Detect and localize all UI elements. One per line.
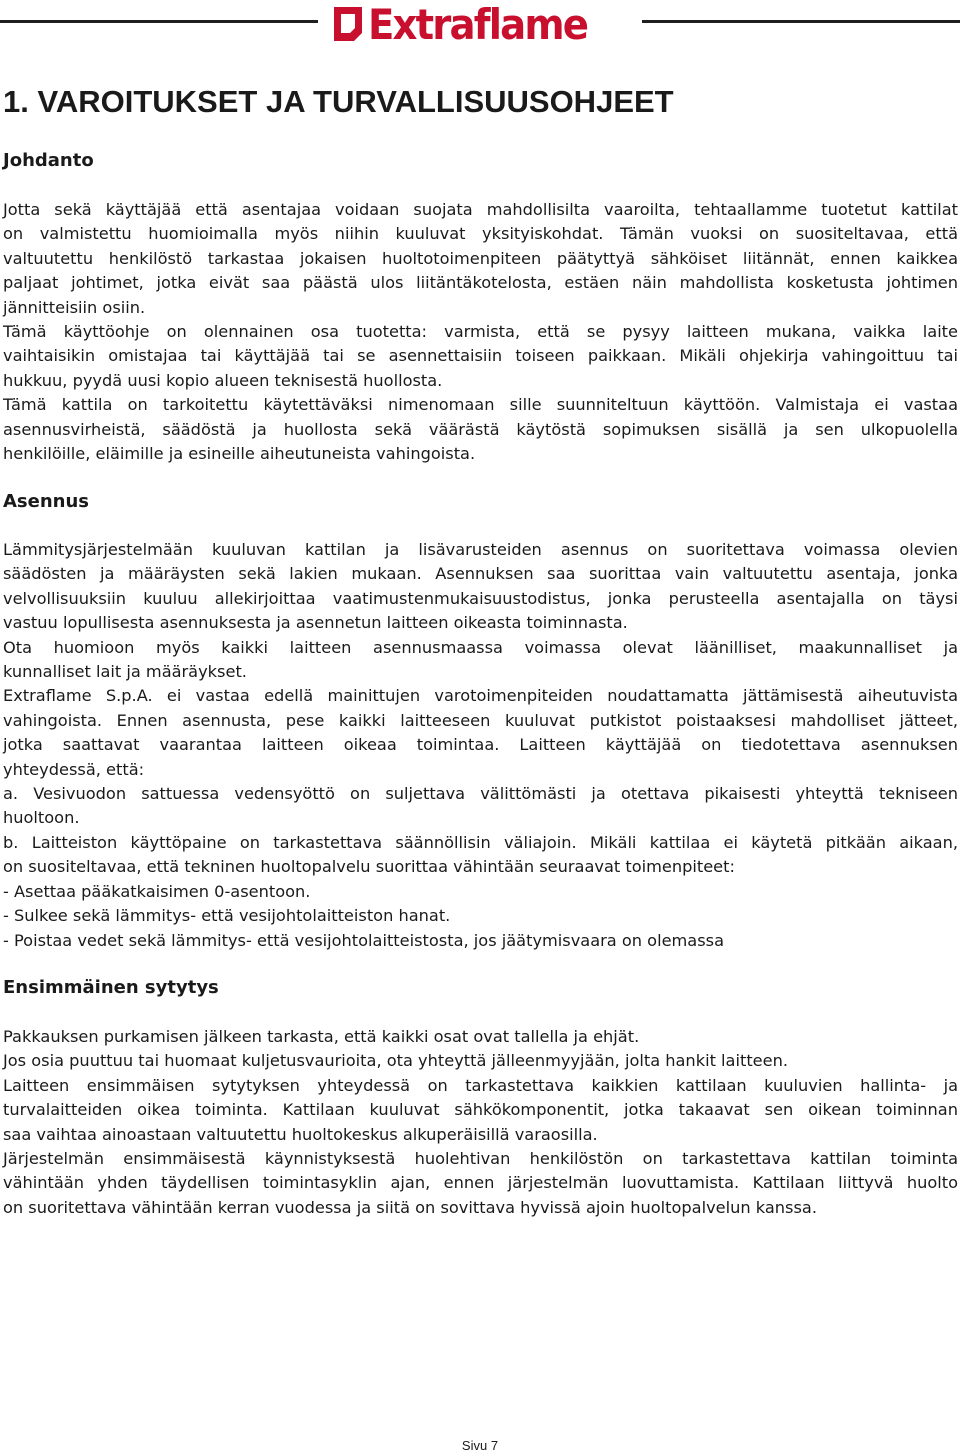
text-line: huoltoon.: [3, 808, 80, 828]
text-line: Pakkauksen purkamisen jälkeen tarkasta, että kaikki osat ovat tallella ja ehjät.: [3, 1027, 640, 1046]
text-line: turvalaitteiden oikea toiminta. Kattilaan kuuluvat sähkökomponentit, jotka takaavat sen oikean toiminnan: [3, 1100, 958, 1120]
text-line: Järjestelmän ensimmäisestä käynnistyksestä huolehtivan henkilöstön on tarkastettava kattilan toiminta: [3, 1149, 958, 1169]
text-line: Jotta sekä käyttäjää että asentajaa voidaan suojata mahdollisilta vaaroilta, tehtaallamme tuotetut kattilat: [3, 200, 958, 219]
text-line: - Sulkee sekä lämmitys- että vesijohtolaitteiston hanat.: [3, 906, 451, 926]
brand-logo: [330, 2, 634, 48]
section-heading-johdanto: Johdanto: [3, 150, 94, 171]
page-number: Sivu 7: [461, 1438, 499, 1453]
text-line: säädösten ja määräysten sekä lakien mukaan. Asennuksen saa suorittaa vain valtuutettu asentaja, jonka: [3, 564, 958, 584]
extraflame-flame-logo-icon: [330, 3, 366, 47]
text-line: hukkuu, pyydä uusi kopio alueen teknisestä huollosta.: [3, 370, 443, 390]
text-line: Ota huomioon myös kaikki laitteen asennusmaassa voimassa olevat läänilliset, maakunnalliset ja: [3, 637, 958, 657]
text-line: Tämä kattila on tarkoitettu käytettäväksi nimenomaan sille suunniteltuun käyttöön. Valmistaja ei vastaa: [3, 395, 958, 415]
text-line: Extraflame S.p.A. ei vastaa edellä mainittujen varotoimenpiteiden noudattamatta jättämisestä aiheutuvista: [3, 686, 958, 706]
text-line: jännitteisiin osiin.: [3, 297, 146, 317]
section-body-sytytys: [3, 1025, 958, 1220]
text-line: on suoritettava vähintään kerran vuodessa ja siitä on sovittava hyvissä ajoin huoltopalvelun kanssa.: [3, 1197, 817, 1217]
section-heading-sytytys: Ensimmäinen sytytys: [3, 977, 219, 998]
text-line: paljaat johtimet, jotka eivät saa päästä ulos liitäntäkotelosta, estäen näin mahdollista kosketusta johtimen: [3, 273, 958, 293]
section-body-asennus: [3, 538, 958, 953]
text-line: saa vaihtaa ainoastaan valtuutettu huoltokeskus alkuperäisillä varaosilla.: [3, 1124, 598, 1144]
header-rule-left: [0, 20, 318, 23]
text-line: vähintään yhden täydellisen toimintasyklin ajan, ennen järjestelmän luovuttamista. Kattilaan liittyvä huolto: [3, 1173, 958, 1193]
text-line: valtuutettu henkilöstö tarkastaa jokaisen huoltotoimenpiteen päätyttyä sähköiset liitännät, ennen kaikkea: [3, 248, 958, 268]
text-line: - Poistaa vedet sekä lämmitys- että vesijohtolaitteistosta, jos jäätymisvaara on olemassa: [3, 930, 725, 950]
text-line: vastuu lopullisesta asennuksesta ja asennetun laitteen oikeasta toiminnasta.: [3, 613, 628, 633]
page-title: 1. VAROITUKSET JA TURVALLISUUSOHJEET: [3, 84, 674, 119]
brand-name: Extraflame: [368, 0, 588, 49]
text-line: yhteydessä, että:: [3, 759, 145, 779]
section-body-johdanto: [3, 198, 958, 466]
text-line: Lämmitysjärjestelmään kuuluvan kattilan ja lisävarusteiden asennus on suoritettava voimassa olevien: [3, 540, 958, 559]
text-line: asennusvirheistä, säädöstä ja huollosta sekä väärästä käytöstä sopimuksen sisällä ja sen ulkopuolella: [3, 419, 958, 439]
text-line: on suositeltavaa, että tekninen huoltopalvelu suorittaa vähintään seuraavat toimenpiteet:: [3, 857, 735, 877]
text-line: - Asettaa pääkatkaisimen 0-asentoon.: [3, 881, 311, 901]
text-line: on valmistettu huomioimalla myös niihin kuuluvat yksityiskohdat. Tämän vuoksi on suositeltavaa, että: [3, 224, 958, 244]
text-line: henkilöille, eläimille ja esineille aiheutuneista vahingoista.: [3, 444, 476, 464]
text-line: Laitteen ensimmäisen sytytyksen yhteydessä on tarkastettava kaikkien kattilaan kuuluvien hallinta- ja: [3, 1075, 958, 1095]
text-line: jotka saattavat vaarantaa laitteen oikeaa toimintaa. Laitteen käyttäjää on tiedotettava asennuksen: [3, 735, 958, 755]
text-line: a. Vesivuodon sattuessa vedensyöttö on suljettava välittömästi ja otettava pikaisesti yhteyttä tekniseen: [3, 784, 958, 804]
header-rule-right: [642, 20, 960, 23]
text-line: vaihtaisikin omistajaa tai käyttäjää tai se asennettaisiin toiseen paikkaan. Mikäli ohjekirja vahingoittuu tai: [3, 346, 958, 366]
section-heading-asennus: Asennus: [3, 491, 90, 512]
text-line: kunnalliset lait ja määräykset.: [3, 662, 247, 682]
text-line: Tämä käyttöohje on olennainen osa tuotetta: varmista, että se pysyy laitteen mukana, vaikka laite: [3, 322, 958, 342]
text-line: Jos osia puuttuu tai huomaat kuljetusvaurioita, ota yhteyttä jälleenmyyjään, jolta hankit laitteen.: [3, 1051, 788, 1071]
text-line: b. Laitteiston käyttöpaine on tarkastettava säännöllisin väliajoin. Mikäli kattilaa ei käytetä pitkään aikaan,: [3, 832, 958, 852]
text-line: vahingoista. Ennen asennusta, pese kaikki laitteeseen kuuluvat putkistot poistaaksesi mahdolliset jätteet,: [3, 710, 958, 730]
text-line: velvollisuuksiin kuuluu allekirjoittaa vaatimustenmukaisuustodistus, jonka perusteella asentajalla on täysi: [3, 588, 958, 608]
